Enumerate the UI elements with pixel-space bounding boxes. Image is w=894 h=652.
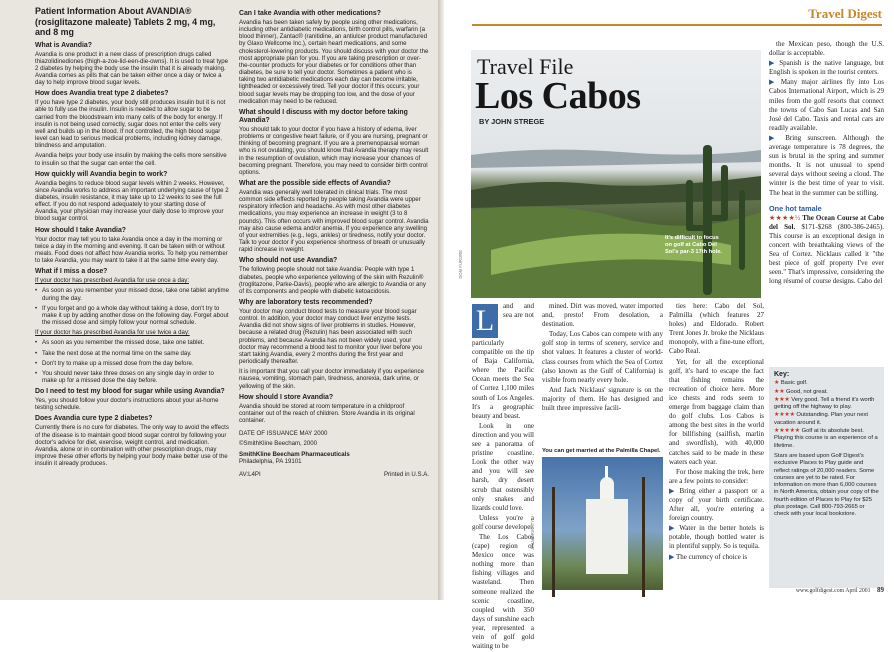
tamale-course: The Ocean Course at Cabo del Sol. <box>769 213 885 231</box>
bullet-text: Many major airlines fly into Los Cabos International Airport, which is 29 miles from the golf resorts that connect the towns of Cabo San Lucas and San José del Cabo. Taxis and rental cars are readily available. <box>769 78 884 132</box>
article-col-3 <box>669 302 764 563</box>
section-heading: How should I take Avandia? <box>35 226 126 234</box>
golf-course-photo <box>471 50 761 298</box>
copyright: ©SmithKline Beecham, 2000 <box>239 440 317 448</box>
section-heading: What should I discuss with my doctor before taking Avandia? <box>239 108 408 124</box>
section-text: The following people should not take Avandia: People with type 1 diabetes, people who experience yellowing of the skin with Rezulin® (troglitazone, Parke-Davis), people who are allergic to Avandia or any of its components and people with diabetic ketoacidosis. <box>239 266 426 295</box>
article-paragraph: Yet, for all the exceptional golf, it's hard to escape the fact that fishing remains the recreation of choice here. More ice chests and rods seem to emerge from baggage claim than do golf clubs. Los Cabos is among the best sites in the world for billfishing (sailfish, marlin and swordfish), with 40,000 catches said to be made in these waters each year. <box>669 357 764 466</box>
key-item <box>774 397 879 412</box>
footer-url: www.golfdigest.com <box>795 588 845 594</box>
section-heading: What is Avandia? <box>35 41 92 49</box>
ratings-key <box>769 367 884 588</box>
headline: Los Cabos <box>475 75 641 117</box>
article-paragraph: Look in one direction and you will see a panorama of pristine coastline. Look the other way and you will see harsh, dry desert scrub that ostensibly only snakes and lizards could love. <box>472 421 534 512</box>
article-bullet <box>769 78 884 133</box>
bullet-text: The currency of choice is <box>676 552 748 561</box>
article-paragraph: mined. Dirt was moved, water imported and, presto! From desolation, a destination. <box>542 302 663 329</box>
article-col-4-paragraphs <box>769 40 884 58</box>
bullet-text: Bring sunscreen. Although the average temperature is 78 degrees, the sun is brutal in the spring and summer months. It is not unusual to spend several days without seeing a cloud. The winter is the best time of year to visit. The heat in the summer can be stifling. <box>769 133 884 197</box>
article-paragraph: And Jack Nicklaus' signature is on the majority of them. He has designed and built three impressive facili- <box>542 385 663 413</box>
key-item <box>774 428 879 450</box>
key-text: Outstanding. Plan your next vacation around it. <box>774 412 868 426</box>
ad-col1-end-sections <box>35 388 230 467</box>
article-bullet <box>769 59 884 77</box>
arrow-icon: ▶ <box>769 59 780 68</box>
tamale-heading: One hot tamale <box>769 203 822 213</box>
twice-a-day-list <box>35 339 230 384</box>
section-text: If you have type 2 diabetes, your body still produces insulin but it is not able to fully use the insulin. Insulin is needed to allow sugar to be carried from the bloodstream into many cells of the body for energy. If insulin is not being used correctly, sugar does not enter the cells very well and builds up in the blood. If not controlled, the high blood sugar level can lead to serious medical problems, including kidney damage, blindness and amputation. <box>35 99 226 150</box>
missed-dose-heading: What if I miss a dose? <box>35 268 108 276</box>
key-text: Basic golf. <box>780 380 808 387</box>
section-text: Your doctor may tell you to take Avandia once a day in the morning or twice a day in the morning and evening. It can be taken with or without meals. Food does not affect how Avandia works. To help you remember to take Avandia, you may want to take it at the same time every day. <box>35 235 228 265</box>
article-paragraph: For those making the trek, here are a few points to consider: <box>669 467 764 485</box>
bullet-text: Spanish is the native language, but English is spoken in the tourist centers. <box>769 59 884 77</box>
chapel-icon <box>586 499 628 574</box>
section-heading: What are the possible side effects of Avandia? <box>239 179 391 187</box>
arrow-icon: ▶ <box>669 524 680 533</box>
footer-date: April 2001 <box>845 588 871 594</box>
section-text: Avandia should be stored at room temperature in a childproof container out of the reach of children. Store Avandia in its original container. <box>239 402 415 425</box>
once-a-day-heading: If your doctor has prescribed Avandia for use once a day: <box>35 277 190 285</box>
article-col-2 <box>542 302 663 414</box>
once-a-day-list <box>35 287 230 326</box>
key-text: Golf at its absolute best. Playing this course is an experience of a lifetime. <box>774 428 878 449</box>
page-number: 89 <box>877 586 884 594</box>
article-paragraph: ties here: Cabo del Sol, Palmilla (which features 27 holes) and Eldorado. Robert Trent Jones Jr. broke the Nicklaus monopoly, with a fine-tune effort, Cabo Real. <box>669 302 765 356</box>
article-col-2-paragraphs <box>542 302 663 413</box>
drop-cap: L <box>472 304 498 338</box>
section-heading: How does Avandia treat type 2 diabetes? <box>35 90 169 98</box>
section-heading: Do I need to test my blood for sugar while using Avandia? <box>35 388 225 396</box>
ad-col1-sections <box>35 42 230 265</box>
rating-stars: ★★★★½ <box>769 213 801 222</box>
arrow-icon: ▶ <box>669 552 677 561</box>
section-text: Avandia helps your body use insulin by making the cells more sensitive to insulin so that the sugar can enter the cell. <box>35 152 227 167</box>
palm-tree-icon <box>642 477 645 597</box>
byline: BY JOHN STREGE <box>479 117 545 126</box>
section-text: Currently there is no cure for diabetes. The only way to avoid the effects of the disease is to maintain good blood sugar control by following your doctor's advice for diet, exercise, weight control, and medication. Avandia, alone or in combination with other prescription drugs, may improve these other efforts by helping your body make better use of the insulin it already produces. <box>35 424 229 468</box>
section-heading: Does Avandia cure type 2 diabetes? <box>35 415 153 423</box>
section-text: Avandia was generally well tolerated in clinical trials. The most common side effects reported by people taking Avandia were upper respiratory infection and headache. As with most other diabetes medications, you may experience an increase in weight (3 to 8 pounds). This often occurs with improved blood sugar control. Avandia may also cause edema and/or anemia. If you experience any swelling of your extremities (e.g., legs, ankles) or tiredness, notify your doctor. Talk to your doctor if you experience shortness of breath or unusually rapid increase in weight. <box>239 188 429 254</box>
avandia-ad <box>0 0 438 600</box>
article-col-1 <box>472 302 534 652</box>
twice-a-day-heading: If your doctor has prescribed Avandia for use twice a day: <box>35 329 190 337</box>
article-bullet <box>669 553 764 562</box>
article-paragraph: the Mexican peso, though the U.S. dollar is acceptable. <box>769 40 884 58</box>
arrow-icon: ▶ <box>669 486 680 495</box>
photo-credit: DOM FURORE <box>458 250 463 279</box>
section-text: You should talk to your doctor if you have a history of edema, liver problems or congestive heart failure, or if you are nursing, pregnant or thinking of becoming pregnant. If you are a premenopausal woman who is not ovulating, you should know that Avandia therapy may result in the resumption of ovulation, which may increase your chances of becoming pregnant. Therefore, you may need to consider birth control options. <box>239 125 429 176</box>
ad-title: Patient Information About AVANDIA® (rosiglitazone maleate) Tablets 2 mg, 4 mg, and 8 mg <box>35 6 216 37</box>
issuance-date: DATE OF ISSUANCE MAY 2000 <box>239 430 328 438</box>
article-col-3-paragraphs <box>669 302 764 486</box>
key-stars: ★★★ <box>774 396 792 403</box>
key-item <box>774 412 879 427</box>
bullet-text: Bring either a passport or a copy of your birth certificate. After all, you're entering a foreign country. <box>669 486 764 523</box>
company: SmithKline Beecham Pharmaceuticals <box>239 450 350 458</box>
page-footer <box>796 586 884 594</box>
ad-footer <box>239 471 429 478</box>
magazine-page <box>444 0 894 651</box>
ad-column-1 <box>35 6 230 594</box>
tamale-phone: $171-$268 (800-386-2465). <box>801 222 884 231</box>
section-text: Avandia has been taken safely by people using other medications, including other antidiabetic medications, birth control pills, warfarin (a blood thinner), Zantac® (ranitidine, an antiulcer product manufactured by Glaxo Wellcome Inc.), certain heart medications, and some cholesterol-lowering products. You should discuss with your doctor the most appropriate plan for you. If you are taking prescription or over-the-counter products for your diabetes or for conditions other than diabetes, be sure to tell your doctor. Sometimes a patient who is taking two antidiabetic medications each day can become irritable, lightheaded or excessively tired. Tell your doctor if this occurs; your blood sugar levels may be dropping too low, and the dose of your medication may need to be reduced. <box>239 19 429 105</box>
article-paragraph: Today, Los Cabos can compete with any golf stop in terms of scenery, service and shot values. It features a cluster of world-class courses from which the Sea of Cortez (also known as the Gulf of California) is visible from nearly every hole. <box>542 330 663 384</box>
ad-col2-sections <box>239 10 429 424</box>
article-col-3-bullets <box>669 487 764 562</box>
arrow-icon: ▶ <box>769 78 781 87</box>
section-heading: How should I store Avandia? <box>239 393 334 401</box>
photo-caption: It's difficult to focus on golf at Cabo Del Sol's par-3 17th hole. <box>665 235 722 255</box>
section-heading: Can I take Avandia with other medications? <box>239 10 381 17</box>
list-item: • Take the next dose at the normal time on the same day. <box>35 350 230 357</box>
key-item <box>774 380 879 387</box>
tamale-text: This course is an exceptional design in concert with breathtaking views of the Sea of Cortez. Nicklaus called it "the best piece of golf property I've ever seen." That's impressive, considering the long résumé of course designs. Cabo del <box>769 231 884 286</box>
list-item: • As soon as you remember your missed dose, take one tablet anytime during the day. <box>35 287 230 301</box>
section-heading: Who should not use Avandia? <box>239 257 338 265</box>
key-item <box>774 389 879 396</box>
key-list <box>774 380 879 450</box>
article-bullet <box>669 524 764 551</box>
article-col-1-paragraphs <box>472 302 534 651</box>
article-bullet <box>669 487 764 523</box>
article-paragraph: Unless you're a golf course developer. <box>472 513 535 531</box>
section-rule <box>472 24 882 26</box>
bullet-text: Water in the better hotels is potable, though bottled water is in plentiful supply. So is tequila. <box>669 524 764 551</box>
palm-tree-icon <box>552 487 555 597</box>
list-item: • If you forget and go a whole day without taking a dose, don't try to make it up by adding another dose on the following day. Forget about the missed dose and simply follow your normal schedule. <box>35 305 230 326</box>
article-bullet <box>769 134 884 198</box>
section-text: Avandia is one product in a new class of prescription drugs called thiazolidinediones (thigh-a-zoe-lid-een-die-owns). It is used to treat type 2 diabetes by helping the body use the insulin that it is already making. Avandia comes as pills that can be taken either once a day or twice a day to help improve blood sugar levels. <box>35 50 229 87</box>
key-note: Stars are based upon Golf Digest's exclusive Places to Play guide and reflect ratings of 20,000 readers. Some courses are yet to be rated. For information on more than 6,000 courses in North America, obtain your copy of the fourth edition of Places to Play for $25 plus postage. Call 800-793-2665 or check with your local bookstore. <box>774 452 879 518</box>
article-paragraph: and and sea are not particularly compatible on the tip of Baja California, where the Pacific Ocean meets the Sea of Cortez 1,100 miles south of Los Angeles. It's a geographic beauty and beast. <box>472 302 534 420</box>
key-stars: ★★ <box>774 388 787 395</box>
ad-code: AV:L4PI <box>239 470 261 478</box>
section-text: It is important that you call your doctor immediately if you experience nausea, vomiting, stomach pain, tiredness, anorexia, dark urine, or yellowing of the skin. <box>239 368 424 390</box>
article-col-4-bullets <box>769 59 884 197</box>
section-text: Yes, you should follow your doctor's instructions about your at-home testing schedule. <box>35 397 219 412</box>
section-heading: Why are laboratory tests recommended? <box>239 299 373 306</box>
photo2-credit: JIM MORIARTY <box>530 520 535 550</box>
tamale-rating <box>769 214 884 287</box>
ad-column-2 <box>239 6 429 594</box>
section-heading: How quickly will Avandia begin to work? <box>35 170 168 178</box>
section-text: Avandia begins to reduce blood sugar levels within 2 weeks. However, since Avandia works to address an important underlying cause of type 2 diabetes, insulin resistance, it may take up to 12 weeks to see the full effect. If you do not respond adequately to your starting dose of Avandia, your physician may increase your daily dose to improve your blood sugar control. <box>35 179 229 223</box>
article-col-4 <box>769 40 884 287</box>
key-text: Very good. Tell a friend it's worth getting off the highway to play. <box>774 396 875 411</box>
arrow-icon: ▶ <box>769 133 786 142</box>
list-item: • As soon as you remember the missed dose, take one tablet. <box>35 339 230 346</box>
key-text: Good, not great. <box>786 388 828 395</box>
kicker: Travel File <box>477 54 574 79</box>
chapel-photo <box>542 457 663 590</box>
key-stars: ★★★★ <box>774 412 797 419</box>
chapel-caption: You can get married at the Palmilla Chapel. <box>542 448 661 454</box>
article-paragraph: The Los Cabos (cape) region of Mexico once was nothing more than fishing villages and wasteland. Then someone realized the scenic coastline, coupled with 350 days of sunshine each year, represented a vein of golf gold waiting to be <box>472 532 534 651</box>
list-item: • Don't try to make up a missed dose from the day before. <box>35 360 230 367</box>
key-stars: ★ <box>774 380 781 387</box>
list-item: • You should never take three doses on any single day in order to make up for a missed dose the day before. <box>35 370 230 384</box>
company-city: Philadelphia, PA 19101 <box>239 457 302 465</box>
printed-in: Printed in U.S.A. <box>383 470 429 478</box>
key-heading: Key: <box>774 371 790 378</box>
section-text: Your doctor may conduct blood tests to measure your blood sugar control. In addition, your doctor may conduct liver enzyme tests. Avandia did not show signs of liver problems in studies. However, because a related drug (Rezulin) has been associated with such problems, and because Avandia has not been widely used, your doctor may recommend a blood test to monitor your liver before you start taking Avandia, every 2 months during the first year and periodically thereafter. <box>239 308 422 366</box>
key-stars: ★★★★★ <box>774 428 802 435</box>
section-header: Travel Digest <box>808 6 882 21</box>
